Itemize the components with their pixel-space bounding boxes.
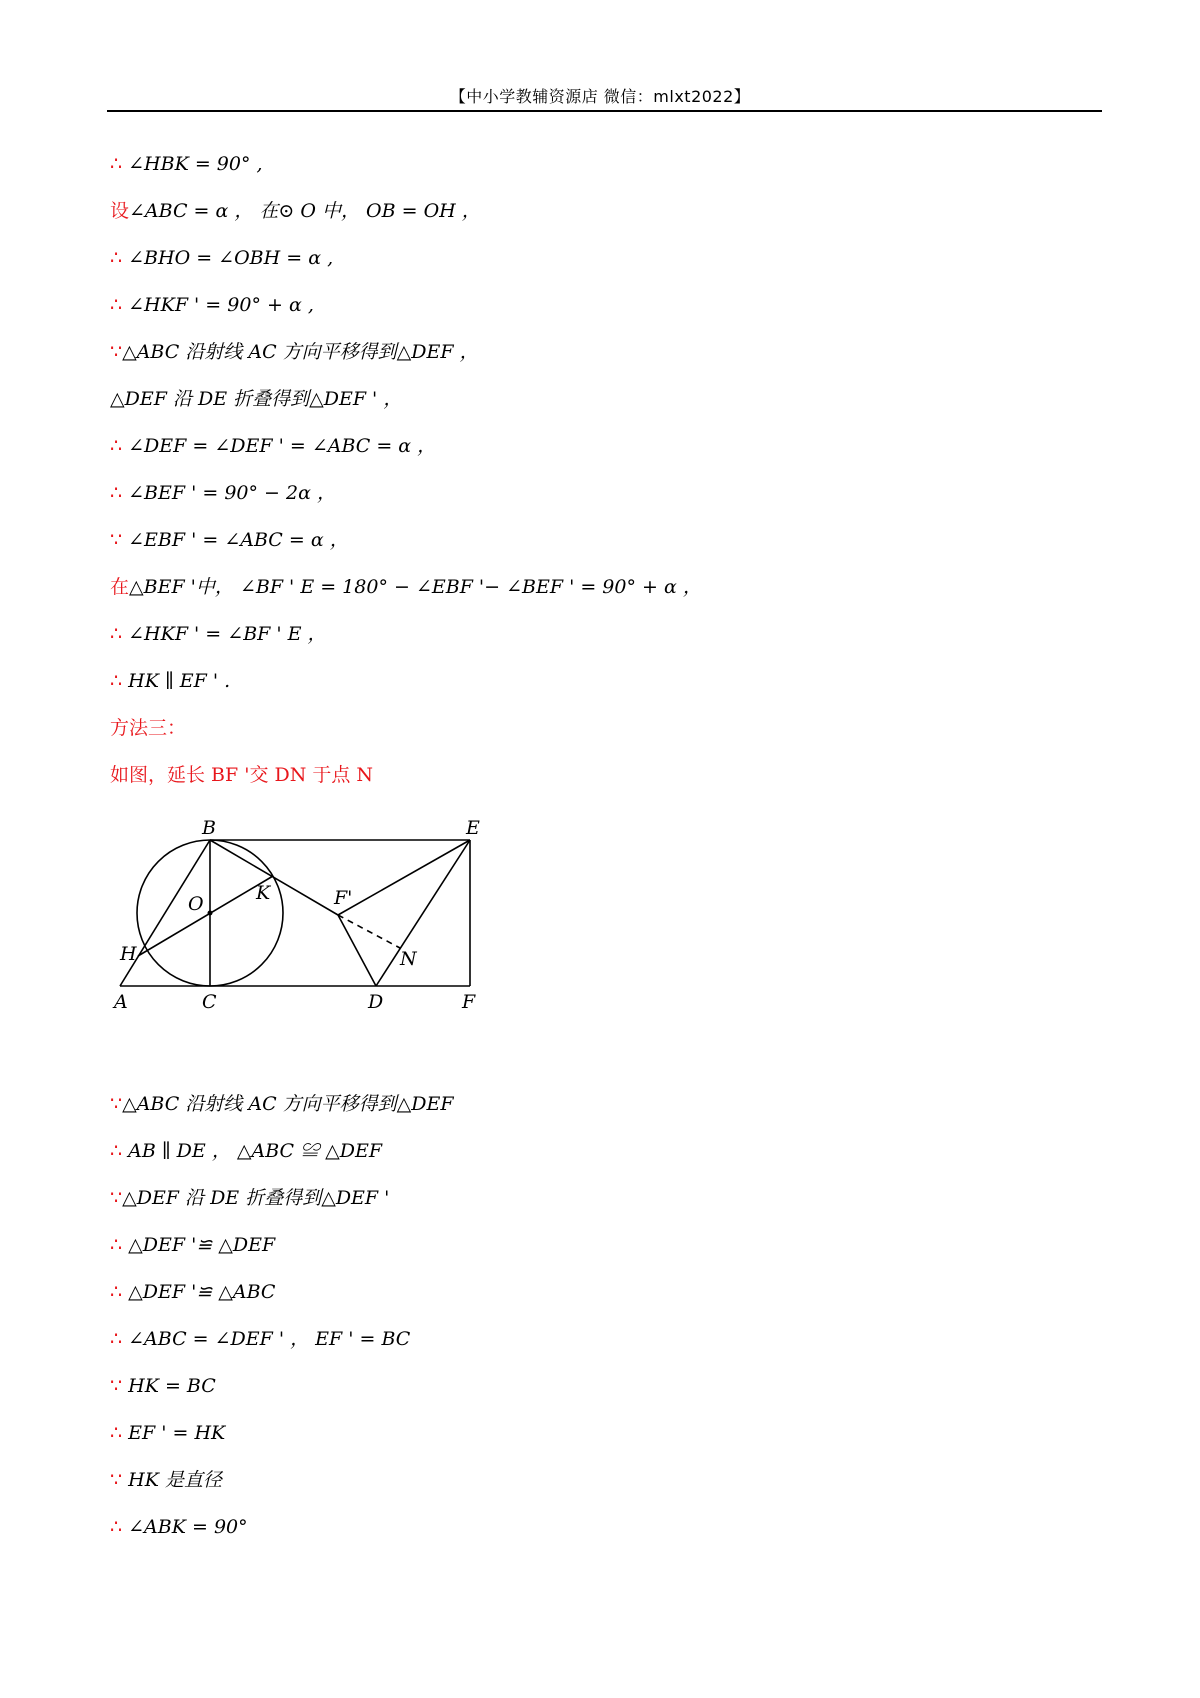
label-H: H — [120, 943, 137, 965]
step-line: △DEF 沿 DE 折叠得到△DEF ' ， — [110, 388, 403, 410]
step-line: ∴ ∠DEF = ∠DEF ' = ∠ABC = α ， — [110, 435, 437, 457]
step-line: ∵ HK 是直径 — [110, 1469, 222, 1491]
step-line: ∴ ∠HKF ' = ∠BF ' E ， — [110, 623, 327, 645]
step-line: 设∠ABC = α ， 在⊙ O 中， OB = OH ， — [110, 200, 481, 222]
step-line: ∴ ∠HBK = 90° , — [110, 153, 263, 175]
method-heading: 方法三： — [110, 717, 187, 739]
label-F: F — [462, 991, 476, 1013]
label-E: E — [466, 818, 480, 839]
step-line: ∵△ABC 沿射线 AC 方向平移得到△DEF — [110, 1093, 454, 1115]
segment-F1E — [338, 840, 470, 915]
step-line: ∴ ∠BHO = ∠OBH = α , — [110, 247, 334, 269]
geometry-figure — [110, 818, 490, 1018]
step-line: ∵ ∠EBF ' = ∠ABC = α ， — [110, 529, 349, 551]
segment-DE — [376, 840, 470, 986]
segment-F1D — [338, 915, 376, 986]
step-line: ∴ △DEF '≌ △ABC — [110, 1281, 276, 1303]
label-N: N — [400, 948, 417, 970]
step-line: ∵△ABC 沿射线 AC 方向平移得到△DEF ， — [110, 341, 479, 363]
segment-HK — [138, 876, 273, 956]
label-O: O — [188, 893, 204, 915]
label-C: C — [202, 991, 217, 1013]
header-rule — [107, 110, 1102, 112]
step-line: ∵ HK = BC — [110, 1375, 216, 1397]
label-B: B — [202, 818, 216, 839]
step-line: ∴ ∠ABK = 90° — [110, 1516, 248, 1538]
label-A: A — [114, 991, 128, 1013]
label-K: K — [256, 882, 271, 904]
step-line: ∴ HK ∥ EF ' . — [110, 670, 231, 692]
step-line: ∴ △DEF '≌ △DEF — [110, 1234, 276, 1256]
step-line: ∴ ∠HKF ' = 90° + α , — [110, 294, 314, 316]
step-line: 如图，延长 BF '交 DN 于点 N — [110, 764, 374, 786]
step-line: ∴ ∠ABC = ∠DEF ' ， EF ' = BC — [110, 1328, 411, 1350]
center-point — [208, 911, 213, 916]
page-header: 【中小学教辅资源店 微信：mlxt2022】 — [449, 87, 751, 106]
label-D: D — [368, 991, 384, 1013]
label-F-prime: F' — [334, 887, 353, 909]
step-line: ∴ ∠BEF ' = 90° − 2α ， — [110, 482, 336, 504]
step-line: ∵△DEF 沿 DE 折叠得到△DEF ' — [110, 1187, 390, 1209]
step-line: ∴ AB ∥ DE ， △ABC ≌ △DEF — [110, 1140, 383, 1162]
step-line: ∴ EF ' = HK — [110, 1422, 226, 1444]
step-line: 在△BEF '中， ∠BF ' E = 180° − ∠EBF '− ∠BEF ' = 90° + α ， — [110, 576, 702, 598]
segment-BF1 — [210, 840, 338, 915]
